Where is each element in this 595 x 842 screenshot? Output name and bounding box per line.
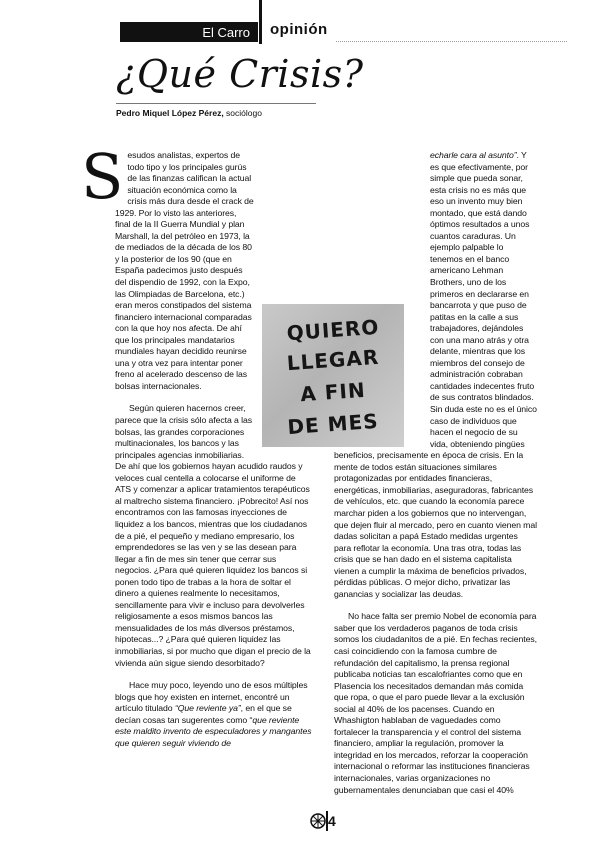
protest-sign-photo	[262, 304, 404, 447]
paragraph-3-quote-1: “Que reviente ya”	[174, 703, 241, 714]
header-dotted-rule	[336, 41, 567, 42]
paragraph-3-text-b: , en el que se decían cosas tan sugerentes como “	[115, 703, 292, 725]
photo-line-1: QUIERO	[285, 314, 381, 346]
title-rule	[116, 103, 316, 104]
paragraph-4-text: . Y es que efectivamente, por simple que pueda sonar, esta crisis no es más que eso un invento muy bien montado, que está dando óptimos resultados a unos cuantos caraduras. Un ejemplo palpable lo tenemos en el banco americano Lehman Brothers, uno de los primeros en declararse en bancarrota y que puso de patitas en la calle a sus trabajadores, dejándoles con una mano atrás y otra delante, mientras que los miembros del consejo de administración cobraban cantidades indecentes fruto de sus contratos blindados. Sin duda este no es el único caso de individuos que hacen el negocio de su vida, obteniendo pingües beneficios, precisamente en época de crisis. En la mente de todos están situaciones similares protagonizadas por entidades financieras, energéticas, inmobiliarias, aseguradoras, fabricantes de vehículos, etc. que cuando la economía parece marchar piden a los gobiernos que no intervengan, que dejen fluir al mercado, pero en cuanto vienen mal dadas solicitan a papá Estado medidas urgentes para reflotar la economía. Una tras otra, todas las crisis que se han dado en el sistema capitalista vienen a cumplir la máxima de beneficios privados, pérdidas públicas. O mejor dicho, privatizar las ganancias y socializar las deudas.	[334, 150, 537, 599]
article-title: ¿Qué Crisis?	[116, 52, 364, 96]
paragraph-2: Según quieren hacernos creer, parece que la crisis sólo afecta a las bolsas, las grandes corporaciones multinacionales, los bancos y las principales agencias inmobiliarias. De ahí que los gobiernos hayan acudido raudos y veloces cual centella a colocarse el uniforme de ATS y comenzar a aplicar tratamientos terapéuticos al maltrecho sistema financiero. ¡Pobrecito! Así nos encontramos con las famosas inyecciones de liquidez a los bancos, mientras que los ciudadanos de a pié, el pequeño y mediano empresario, los emprendedores se las ven y se las desean para llegar a fin de mes sin tener que cerrar sus negocios. ¿Para qué quieren liquidez los bancos si ponen todo tipo de trabas a la hora de soltar el dinero a quienes realmente lo necesitamos, sencillamente para vivir e incluso para devolverles religiosamente a esos mismos bancos las mensualidades de los más diversos préstamos, hipotecas...? ¿Para qué quieren liquidez las inmobiliarias, si por mucho que digan el precio de la vivienda aún sigue siendo desorbitado?	[115, 403, 311, 668]
drop-cap: S	[81, 140, 124, 213]
article-column-1	[81, 140, 312, 760]
author-name: Pedro Miquel López Pérez,	[116, 108, 224, 118]
section-tab-label: El Carro	[202, 25, 250, 40]
wheel-icon	[310, 813, 326, 829]
paragraph-3-quote-2: que reviente este maldito invento de especuladores y mangantes que quieren seguir viviendo de	[115, 714, 312, 748]
author-role: sociólogo	[223, 108, 262, 118]
byline	[116, 108, 262, 118]
paragraph-3-text-a: Hace muy poco, leyendo uno de esos múltiples blogs que hoy existen en internet, encontré un artículo titulado	[115, 680, 308, 714]
article-column-2	[334, 150, 537, 807]
page-number: 4	[328, 813, 336, 829]
paragraph-4-quote: echarle cara al asunto”	[430, 150, 517, 160]
paragraph-5: No hace falta ser premio Nobel de economía para saber que los verdaderos paganos de toda crisis somos los ciudadanitos de a pié. En fechas recientes, casi coincidiendo con la famosa cumbre de refundación del capitalismo, la prensa regional publicaba noticias tan escalofriantes como que en Plasencia los necesitados demandan más comida que ropa, o que el paro puede llevar a la exclusión social al 40% de los pacenses. Cuando en Whashigton hablaban de vaguedades como fortalecer la transparencia y el control del sistema financiero, ampliar la regulación, promover la integridad en los mercados, reforzar la cooperación internacional o reformar las instituciones financieras internacionales, varias organizaciones no gubernamentales denunciaban que casi el 40%	[334, 611, 537, 795]
photo-line-4: DE MES	[286, 408, 380, 440]
photo-line-3: A FIN	[299, 377, 367, 407]
header-vertical-bar	[259, 0, 262, 44]
section-label: opinión	[270, 21, 328, 38]
paragraph-1-text: esudos analistas, expertos de todo tipo y los principales gurús de las finanzas califican la actual situación económica como la crisis más dura desde el crack de 1929. Por lo visto las anteriores, final de la II Guerra Mundial y plan Marshall, la del petróleo en 1973, la de mediados de la década de los 80 y la posterior de los 90 (que en España padecimos justo después del dispendio de 1992, con la Expo, las Olimpiadas de Barcelona, etc.) eran meros constipados del sistema financiero internacional comparadas con la que hoy nos afecta. De ahí que los principales mandatarios mundiales hayan decidido reunirse una y otra vez para intentar poner freno al acelerado descenso de las bolsas internacionales.	[115, 150, 254, 391]
section-tab	[120, 22, 258, 42]
photo-line-2: LLEGAR	[286, 344, 380, 376]
paragraph-3	[115, 680, 312, 749]
